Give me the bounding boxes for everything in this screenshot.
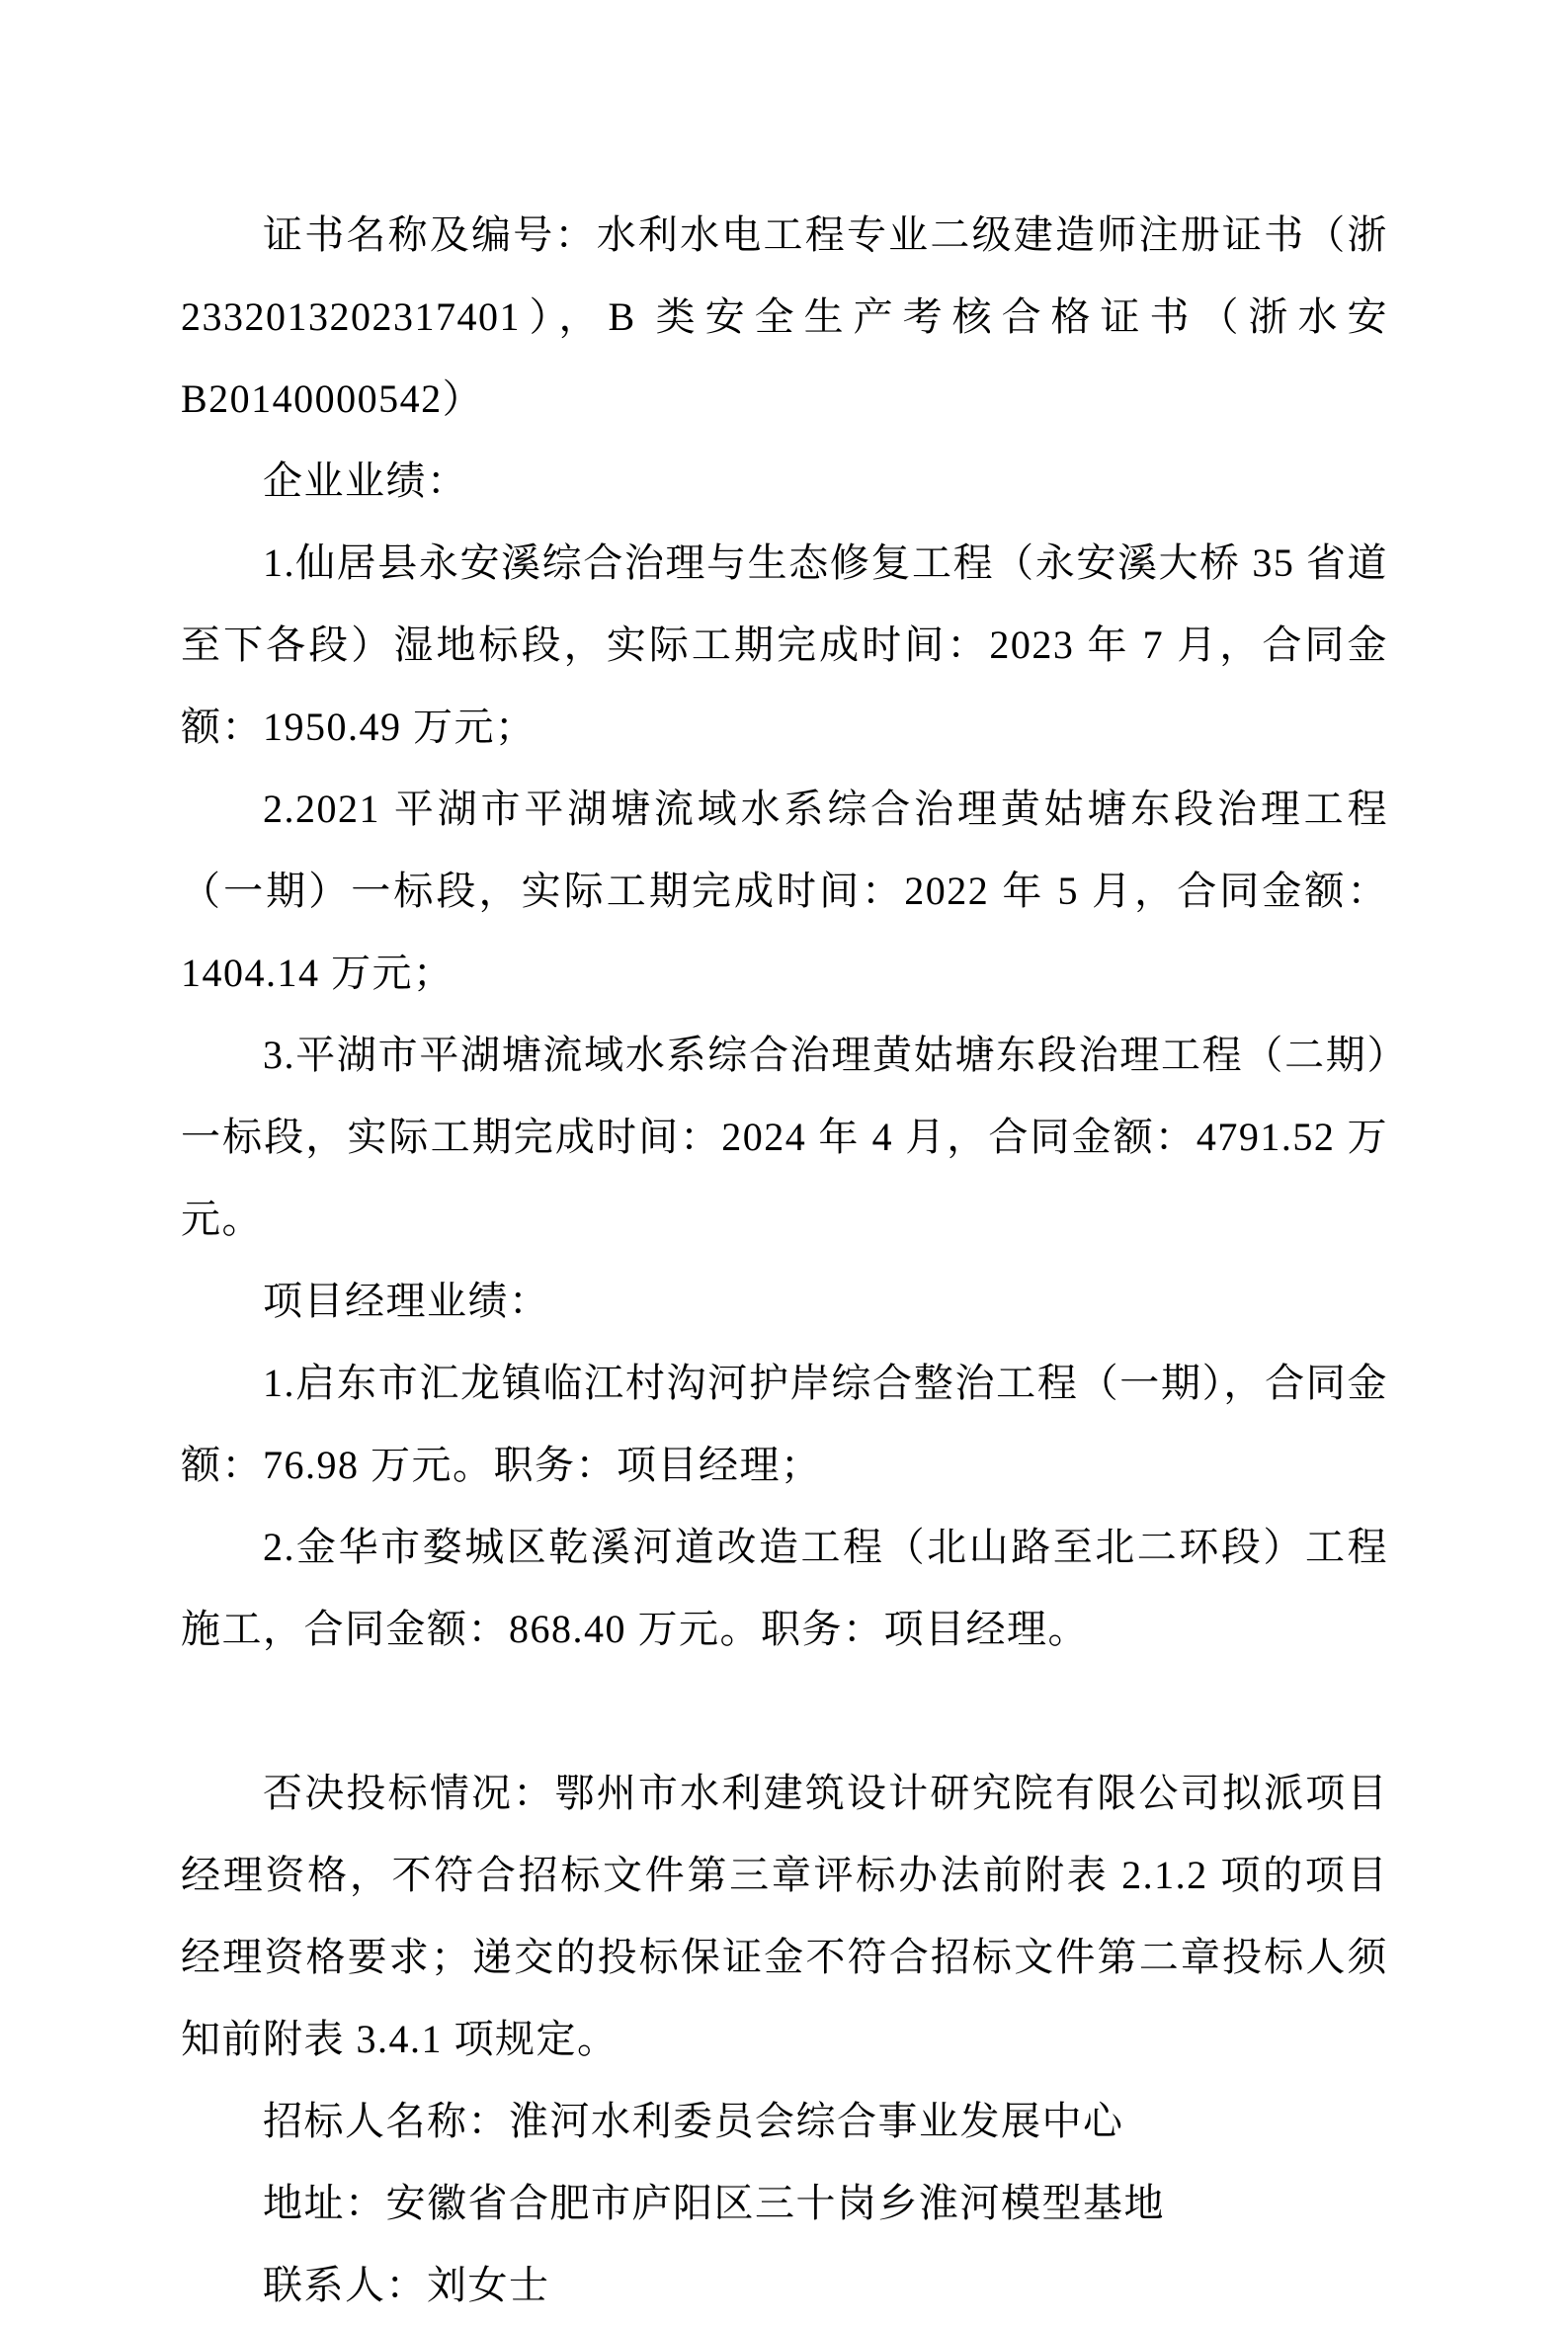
heading-company-achievements: 企业业绩：	[263, 458, 468, 503]
paragraph-tenderee-name: 招标人名称：淮河水利委员会综合事业发展中心	[263, 2099, 1124, 2143]
paragraph-company-achievement-2: 2.2021 平湖市平湖塘流域水系综合治理黄姑塘东段治理工程（一期）一标段，实际工期完成时间：2022 年 5 月，合同金额：1404.14 万元；	[181, 787, 1388, 995]
document-body	[181, 194, 1388, 2326]
paragraph-company-achievement-3: 3.平湖市平湖塘流域水系综合治理黄姑塘东段治理工程（二期）一标段，实际工期完成时间：2024 年 4 月，合同金额：4791.52 万元。	[181, 1033, 1388, 1241]
paragraph-pm-achievement-2: 2.金华市婺城区乾溪河道改造工程（北山路至北二环段）工程施工，合同金额：868.40 万元。职务：项目经理。	[181, 1525, 1388, 1651]
paragraph-tenderee-address: 地址：安徽省合肥市庐阳区三十岗乡淮河模型基地	[263, 2181, 1165, 2225]
paragraph-pm-achievement-1: 1.启东市汇龙镇临江村沟河护岸综合整治工程（一期），合同金额：76.98 万元。职务：项目经理；	[181, 1361, 1388, 1487]
paragraph-bid-rejection-info: 否决投标情况：鄂州市水利建筑设计研究院有限公司拟派项目经理资格，不符合招标文件第三章评标办法前附表 2.1.2 项的项目经理资格要求；递交的投标保证金不符合招标文件第二章投标人须知前附表 3.4.1 项规定。	[181, 1771, 1388, 2061]
blank-line	[181, 1670, 1388, 1752]
paragraph-contact-person: 联系人：刘女士	[263, 2263, 550, 2307]
paragraph-certificate-info: 证书名称及编号：水利水电工程专业二级建造师注册证书（浙 2332013202317401），B 类安全生产考核合格证书（浙水安 B20140000542）	[181, 212, 1388, 421]
paragraph-company-achievement-1: 1.仙居县永安溪综合治理与生态修复工程（永安溪大桥 35 省道至下各段）湿地标段，实际工期完成时间：2023 年 7 月，合同金额：1950.49 万元；	[181, 540, 1388, 749]
heading-project-manager-achievements: 项目经理业绩：	[263, 1279, 550, 1323]
